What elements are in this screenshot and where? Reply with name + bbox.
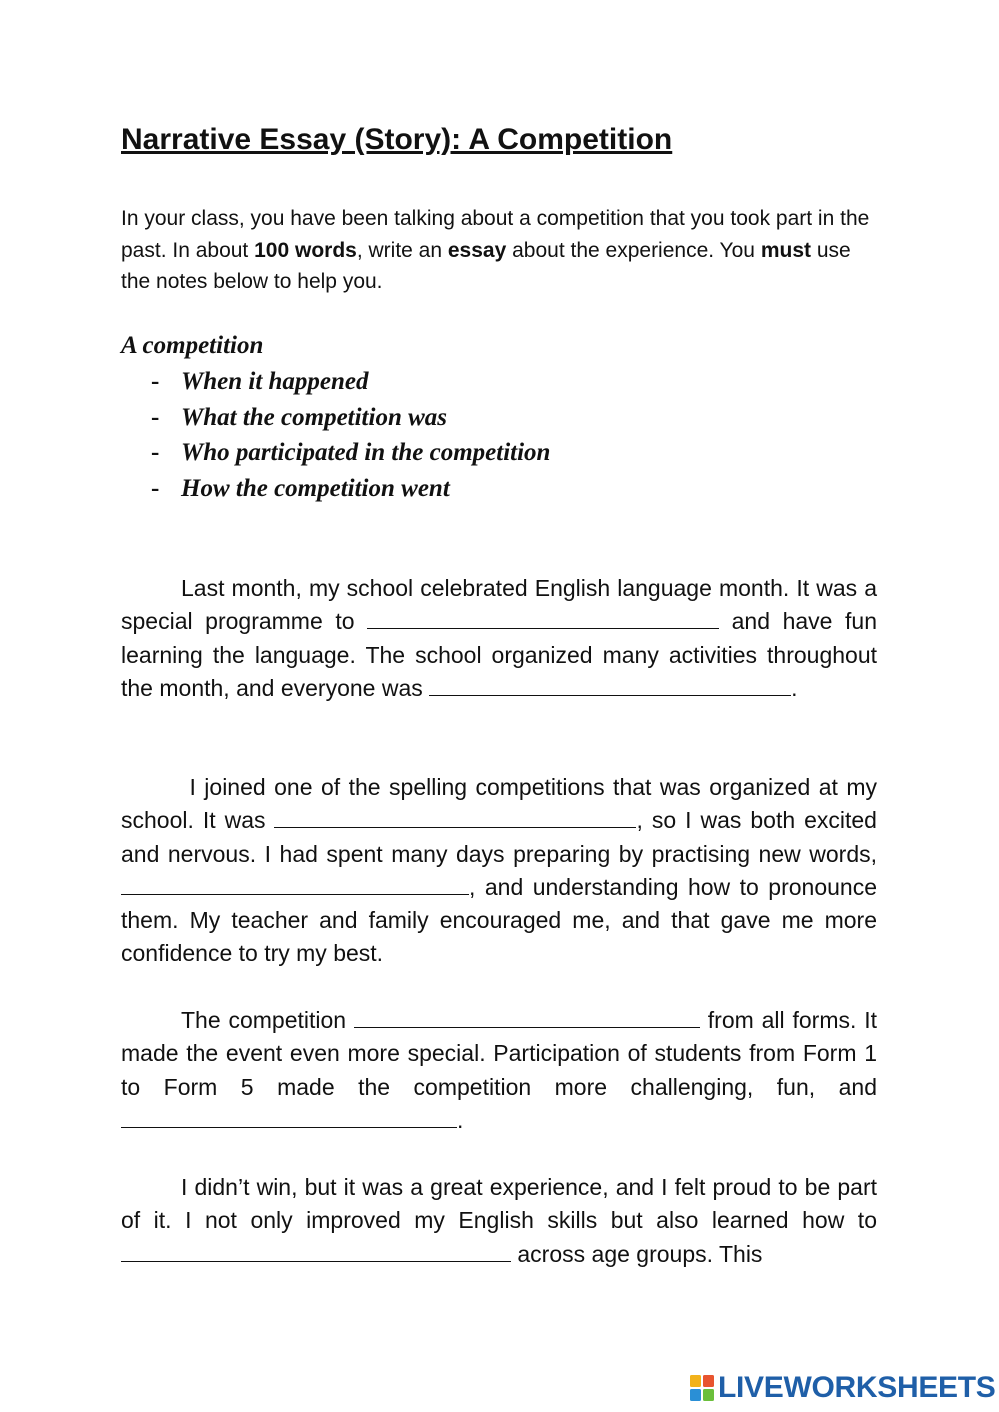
notes-item — [121, 471, 877, 507]
dash-bullet: - — [151, 439, 160, 466]
instructions-text-2: , write an — [356, 238, 448, 262]
paragraph-1 — [121, 572, 877, 705]
instructions — [121, 203, 877, 298]
logo-text: LIVEWORKSHEETS — [718, 1371, 996, 1404]
answer-blank-4[interactable] — [121, 872, 469, 895]
answer-blank-6[interactable] — [121, 1105, 457, 1128]
notes-item-label: Who participated in the competition — [181, 439, 551, 466]
instructions-text-3: about the experience. You — [506, 238, 761, 262]
paragraph-4-text-b: across age groups. This — [511, 1240, 763, 1267]
paragraph-1-text-c: . — [791, 674, 798, 701]
paragraph-1-text-a: Last month, my school celebrated English language month. It was a special programme to — [121, 575, 877, 635]
paragraph-2-text-c: , and understanding how to pronounce them. My teacher and family encouraged me, and that gave me more confidence to try my best. — [121, 873, 877, 967]
dash-bullet: - — [151, 403, 160, 431]
paragraph-3-text-c: . — [457, 1106, 464, 1133]
paragraph-4-text-a: I didn’t win, but it was a great experience, and I felt proud to be part of it. I not only improved my English skills but also learned how to — [121, 1174, 877, 1234]
answer-blank-5[interactable] — [354, 1005, 700, 1028]
answer-blank-3[interactable] — [274, 805, 636, 828]
paragraph-3 — [121, 1004, 877, 1137]
essay-emphasis: essay — [447, 238, 507, 262]
paragraph-3-text-a: The competition — [181, 1007, 354, 1033]
liveworksheets-logo-icon — [690, 1375, 714, 1401]
instructions-text-1: In your class, you have been talking about a competition that you took part in the past. In about — [121, 207, 870, 262]
notes-item-label: When it happened — [181, 368, 369, 395]
notes-item-label: What the competition was — [181, 403, 448, 431]
word-count-emphasis: 100 words — [254, 238, 357, 262]
answer-blank-7[interactable] — [121, 1239, 511, 1262]
paragraph-3-text-b: from all forms. It made the event even more special. Participation of students from Form 1 to Form 5 made the competition more challenging, fun, and — [121, 1007, 877, 1100]
notes-item — [121, 400, 877, 436]
answer-blank-1[interactable] — [367, 606, 719, 629]
must-emphasis: must — [760, 238, 812, 262]
notes-section — [121, 328, 877, 506]
paragraph-2-text-b: , so I was both excited and nervous. I had spent many days preparing by practising new words, — [121, 807, 877, 867]
notes-heading: A competition — [121, 332, 264, 359]
paragraph-1-text-b: and have fun learning the language. The school organized many activities throughout the month, and everyone was — [121, 608, 877, 701]
dash-bullet: - — [151, 474, 160, 502]
notes-item — [121, 364, 877, 400]
notes-item-label: How the competition went — [181, 474, 450, 502]
notes-item — [121, 435, 877, 471]
answer-blank-2[interactable] — [429, 673, 791, 696]
notes-list — [121, 364, 877, 506]
page-title: Narrative Essay (Story): A Competition — [121, 123, 673, 156]
instructions-text-4: use the notes below to help you. — [121, 238, 851, 293]
footer-logo[interactable] — [690, 1371, 996, 1405]
paragraph-2 — [121, 771, 877, 971]
dash-bullet: - — [151, 368, 160, 395]
paragraph-4 — [121, 1171, 877, 1271]
paragraph-2-text-a: I joined one of the spelling competitions that was organized at my school. It was — [121, 774, 877, 834]
